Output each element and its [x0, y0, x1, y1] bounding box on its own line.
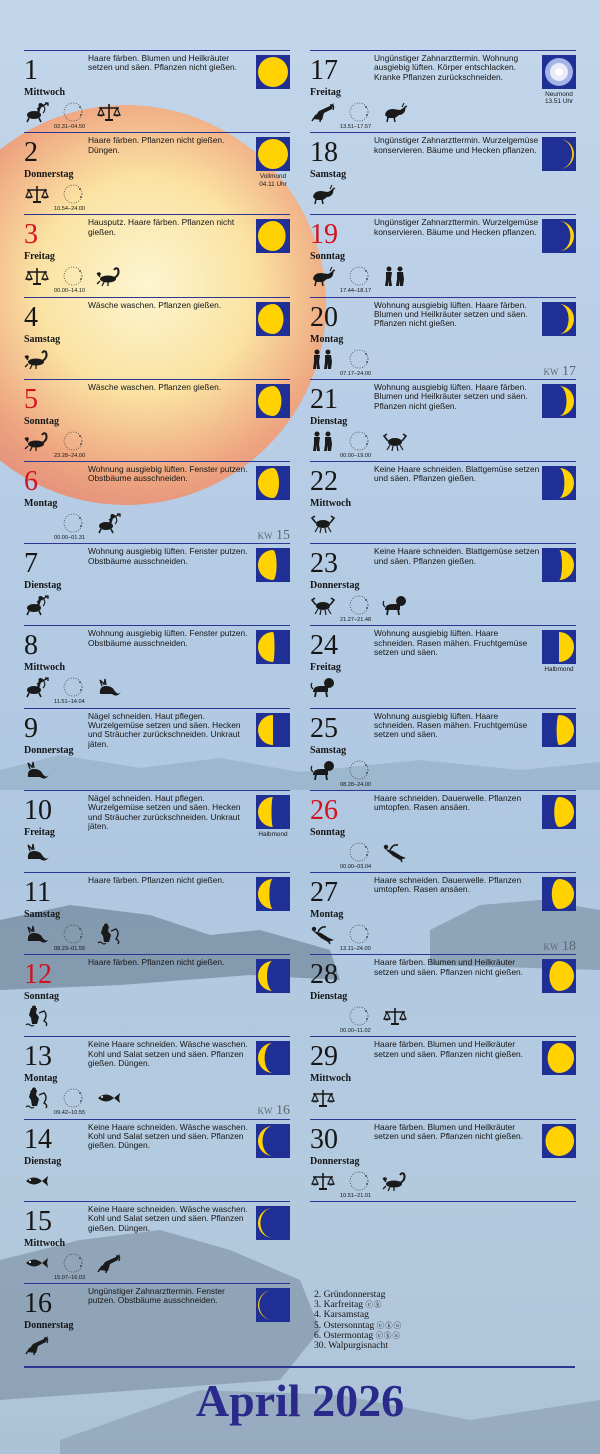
holiday-item: 3. Karfreitag ⓔⓚ	[314, 1299, 383, 1311]
moon-transit-time: 00.00–19.00	[340, 452, 372, 459]
pisces-icon	[96, 1087, 122, 1109]
day-tasks: Ungünstiger Zahnarzttermin. Wurzelgemüse konservieren. Bäume und Hecken pflanzen.	[374, 217, 539, 237]
aries-icon	[24, 1334, 50, 1356]
moon-phase-icon	[256, 1206, 290, 1240]
day-tasks: Haare färben. Pflanzen nicht gießen.	[88, 875, 225, 885]
day-cell	[310, 1036, 576, 1118]
day-tasks: Wohnung ausgiebig lüften. Haare schneiden. Rasen mähen. Fruchtgemüse setzen und säen.	[374, 628, 528, 658]
day-number: 29	[310, 1041, 338, 1073]
moon-transit-icon	[346, 923, 372, 945]
gemini-icon	[310, 430, 336, 452]
moon-transit-time: 08.23–01.55	[54, 946, 86, 952]
day-number: 3	[24, 219, 38, 251]
libra-icon	[96, 101, 122, 123]
day-number: 23	[310, 548, 338, 580]
day-cell	[24, 872, 290, 954]
weekday-name: Donnerstag	[310, 1155, 360, 1167]
day-cell	[24, 1036, 290, 1118]
day-cell	[24, 461, 290, 543]
gemini-icon	[310, 348, 336, 370]
day-number: 2	[24, 137, 38, 169]
weekday-name: Samstag	[310, 744, 347, 756]
day-tasks: Keine Haare schneiden. Blattgemüse setzen und säen. Pflanzen gießen.	[374, 546, 540, 566]
scorpio-icon	[382, 1170, 408, 1192]
moon-transit-icon	[60, 265, 86, 287]
weekday-name: Freitag	[310, 662, 341, 674]
day-cell	[24, 214, 290, 296]
weekday-name: Montag	[310, 909, 344, 920]
moon-phase-icon	[256, 1041, 290, 1075]
day-number: 19	[310, 219, 338, 251]
libra-icon	[24, 265, 50, 287]
day-tasks: Wohnung ausgiebig lüften. Haare schneiden. Rasen mähen. Fruchtgemüse setzen und säen.	[374, 710, 528, 740]
day-cell	[310, 625, 576, 707]
taurus-icon	[310, 183, 336, 205]
moon-transit-icon	[346, 430, 372, 452]
moon-phase-label: Halbmond	[544, 666, 574, 674]
day-number: 1	[24, 55, 38, 86]
day-tasks: Wäsche waschen. Pflanzen gießen.	[88, 381, 222, 392]
weekday-name: Freitag	[24, 826, 55, 838]
capricorn-icon	[24, 923, 50, 945]
leo-icon	[310, 759, 336, 781]
day-tasks: Wohnung ausgiebig lüften. Fenster putzen. Obstbäume ausschneiden.	[88, 628, 248, 648]
weekday-name: Sonntag	[310, 251, 346, 263]
cancer-icon	[382, 430, 408, 452]
weekday-name: Samstag	[24, 333, 61, 345]
moon-transit-time: 23.28–24.00	[54, 452, 86, 459]
day-number: 17	[310, 55, 338, 86]
moon-phase-icon	[542, 55, 576, 89]
day-number: 11	[24, 877, 51, 908]
moon-phase-icon	[542, 466, 576, 500]
weekday-name: Samstag	[310, 169, 347, 181]
moon-transit-icon	[60, 676, 86, 698]
moon-phase-icon	[256, 795, 290, 829]
moon-transit-icon	[60, 512, 86, 534]
capricorn-icon	[24, 841, 50, 863]
day-number: 13	[24, 1041, 52, 1073]
day-number: 5	[24, 383, 38, 415]
scorpio-icon	[24, 430, 50, 452]
moon-transit-icon	[60, 923, 86, 945]
moon-phase-label: Vollmond 04.11 Uhr	[259, 173, 287, 188]
moon-transit-time: 08.28–24.00	[340, 781, 372, 788]
moon-phase-icon	[256, 1124, 290, 1158]
day-tasks: Nägel schneiden. Haut pflegen. Wurzelgemüse setzen und säen. Hecken und Sträucher zurückschneiden. Unkraut jäten.	[88, 792, 241, 832]
sagittarius-icon	[24, 594, 50, 616]
moon-phase-label: Neumond 13.51 Uhr	[544, 91, 574, 106]
holiday-region-icons: ⓔⓚⓐ	[376, 1320, 403, 1330]
day-tasks: Ungünstiger Zahnarzttermin. Fenster putzen. Obstbäume ausschneiden.	[88, 1286, 225, 1306]
libra-icon	[310, 1170, 336, 1192]
day-cell	[24, 1201, 290, 1283]
weekday-name: Montag	[310, 333, 344, 345]
moon-transit-icon	[346, 1170, 372, 1192]
moon-transit-time: 00.00–03.04	[340, 863, 372, 870]
moon-phase-icon	[256, 630, 290, 664]
day-cell	[24, 379, 290, 461]
weekday-name: Mittwoch	[24, 87, 66, 98]
moon-phase-icon	[542, 384, 576, 418]
month-title: April 2026	[195, 1375, 405, 1426]
day-tasks: Haare färben. Blumen und Heilkräuter setzen und säen. Pflanzen nicht gießen.	[374, 1121, 523, 1141]
moon-phase-icon	[542, 1124, 576, 1158]
day-cell	[310, 872, 576, 954]
weekday-name: Dienstag	[24, 1155, 62, 1167]
holiday-item: 30. Walpurgisnacht	[314, 1340, 389, 1352]
day-cell	[24, 50, 290, 132]
holiday-region-icons: ⓔⓚ	[365, 1300, 383, 1310]
moon-transit-time: 00.00–11.02	[340, 1028, 371, 1035]
moon-transit-time: 15.07–16.03	[54, 1274, 86, 1281]
leo-icon	[310, 676, 336, 698]
virgo-icon	[382, 841, 408, 863]
moon-transit-time: 00.00–01.31	[54, 535, 86, 541]
moon-transit-time: 17.44–18.17	[340, 288, 372, 295]
day-number: 9	[24, 712, 38, 744]
day-tasks: Haare färben. Blumen und Heilkräuter setzen und säen. Pflanzen nicht gießen.	[88, 53, 237, 73]
weekday-name: Mittwoch	[24, 662, 66, 674]
day-number: 27	[310, 877, 338, 908]
moon-phase-icon	[256, 713, 290, 747]
moon-transit-icon	[346, 348, 372, 370]
day-tasks: Keine Haare schneiden. Wäsche waschen. Kohl und Salat setzen und säen. Pflanzen gießen. Düngen.	[88, 1039, 248, 1069]
moon-transit-time: 13.51–17.57	[340, 124, 372, 130]
day-tasks: Wohnung ausgiebig lüften. Haare färben. Blumen und Heilkräuter setzen und säen. Pflanzen nicht gießen.	[374, 299, 528, 329]
weekday-name: Mittwoch	[310, 1073, 352, 1085]
moon-transit-icon	[60, 101, 86, 123]
moon-phase-icon	[256, 384, 290, 418]
day-tasks: Haare färben. Pflanzen nicht gießen. Düngen.	[88, 135, 225, 155]
moon-transit-icon	[60, 183, 86, 205]
day-number: 26	[310, 794, 338, 826]
moon-phase-icon	[256, 137, 290, 171]
moon-transit-time: 13.11–24.00	[340, 946, 371, 952]
capricorn-icon	[96, 676, 122, 698]
weekday-name: Sonntag	[24, 991, 60, 1003]
day-tasks: Haare schneiden. Dauerwelle. Pflanzen umtopfen. Rasen ansäen.	[374, 875, 522, 895]
day-tasks: Wäsche waschen. Pflanzen gießen.	[88, 299, 222, 310]
moon-phase-icon	[542, 137, 576, 171]
day-number: 10	[24, 794, 52, 826]
moon-transit-icon	[60, 430, 86, 452]
day-cell	[310, 790, 576, 872]
day-number: 25	[310, 712, 338, 744]
day-cell	[24, 1283, 290, 1365]
weekday-name: Donnerstag	[24, 169, 74, 181]
day-number: 18	[310, 137, 338, 169]
day-tasks: Haare färben. Blumen und Heilkräuter setzen und säen. Pflanzen nicht gießen.	[374, 957, 523, 977]
moon-phase-icon	[256, 877, 290, 911]
moon-transit-time: 10.51–21.01	[340, 1192, 372, 1199]
weekday-name: Donnerstag	[24, 1320, 74, 1331]
weekday-name: Montag	[24, 498, 58, 509]
libra-icon	[382, 1005, 408, 1027]
day-tasks: Haare schneiden. Dauerwelle. Pflanzen umtopfen. Rasen ansäen.	[374, 792, 522, 813]
day-cell	[310, 379, 576, 461]
pisces-icon	[24, 1170, 50, 1192]
sag-icon	[24, 101, 50, 123]
day-number: 24	[310, 630, 338, 662]
sagittarius-icon	[24, 676, 50, 698]
scorpio-icon	[24, 348, 50, 370]
day-cell	[310, 214, 576, 296]
libra-icon	[310, 1087, 336, 1109]
moon-transit-icon	[60, 1087, 86, 1109]
capricorn-icon	[24, 759, 50, 781]
weekday-name: Donnerstag	[310, 580, 360, 592]
day-number: 22	[310, 466, 338, 497]
weekday-name: Dienstag	[310, 991, 348, 1003]
day-number: 20	[310, 301, 338, 333]
calendar-week-label: KW 15	[257, 528, 290, 543]
moon-transit-time: 09.42–10.55	[54, 1110, 86, 1117]
weekday-name: Mittwoch	[24, 1237, 66, 1249]
moon-transit-icon	[346, 101, 372, 123]
day-number: 28	[310, 959, 338, 991]
calendar-week-label: KW 17	[543, 363, 576, 379]
day-number: 21	[310, 383, 338, 415]
moon-transit-time: 02.31–04.50	[54, 124, 86, 130]
moon-phase-icon	[542, 630, 576, 664]
cancer-icon	[310, 512, 336, 534]
day-tasks: Keine Haare schneiden. Wäsche waschen. Kohl und Salat setzen und säen. Pflanzen gießen. Düngen.	[88, 1121, 248, 1151]
weekday-name: Samstag	[24, 909, 61, 920]
day-number: 4	[24, 301, 38, 333]
leo-icon	[382, 594, 408, 616]
aquarius-icon	[24, 1087, 50, 1109]
day-cell	[310, 297, 576, 379]
day-cell	[24, 954, 290, 1036]
moon-phase-label: Halbmond	[258, 830, 288, 838]
scorpio-icon	[96, 265, 122, 287]
day-number: 16	[24, 1288, 52, 1319]
moon-transit-icon	[346, 265, 372, 287]
day-tasks: Ungünstiger Zahnarzttermin. Wohnung ausgiebig lüften. Körper entschlacken. Kranke Pflanzen zurückschneiden.	[374, 53, 519, 82]
day-tasks: Hausputz. Haare färben. Pflanzen nicht gießen.	[88, 217, 235, 237]
holiday-item: 2. Gründonnerstag	[314, 1289, 386, 1300]
moon-phase-icon	[542, 1041, 576, 1075]
libra-icon	[24, 183, 50, 205]
taurus-icon	[382, 101, 408, 123]
day-tasks: Wohnung ausgiebig lüften. Haare färben. Blumen und Heilkräuter setzen und säen. Pflanzen nicht gießen.	[374, 381, 528, 411]
day-cell	[310, 954, 576, 1036]
virgo-icon	[310, 923, 336, 945]
moon-phase-icon	[256, 959, 290, 993]
day-tasks: Wohnung ausgiebig lüften. Fenster putzen. Obstbäume ausschneiden.	[88, 546, 248, 566]
holiday-item: 5. Ostersonntag ⓔⓚⓐ	[314, 1319, 403, 1331]
weekday-name: Sonntag	[310, 826, 346, 838]
day-cell	[24, 297, 290, 379]
holiday-item: 4. Karsamstag	[314, 1309, 369, 1321]
weekday-name: Mittwoch	[310, 498, 352, 509]
bottom-rule	[24, 1366, 575, 1368]
moon-phase-icon	[542, 959, 576, 993]
moon-phase-icon	[542, 713, 576, 747]
day-number: 12	[24, 959, 52, 991]
gemini-icon	[382, 265, 408, 287]
day-tasks: Nägel schneiden. Haut pflegen. Wurzelgemüse setzen und säen. Hecken und Sträucher zurückschneiden. Unkraut jäten.	[88, 710, 241, 749]
day-cell	[24, 708, 290, 790]
aquarius-icon	[24, 1005, 50, 1027]
moon-transit-icon	[60, 1252, 86, 1274]
moon-phase-icon	[542, 548, 576, 582]
day-tasks: Haare färben. Blumen und Heilkräuter setzen und säen. Pflanzen nicht gießen.	[374, 1039, 523, 1059]
weekday-name: Freitag	[310, 87, 341, 98]
weekday-name: Dienstag	[310, 415, 348, 427]
moon-phase-icon	[256, 219, 290, 253]
moon-transit-time: 00.00–14.10	[54, 288, 86, 295]
moon-phase-icon	[256, 55, 290, 89]
moon-phase-icon	[256, 466, 290, 500]
day-cell	[310, 708, 576, 790]
moon-transit-icon	[346, 594, 372, 616]
day-number: 15	[24, 1205, 52, 1237]
weekday-name: Montag	[24, 1073, 58, 1085]
calendar-week-label: KW 18	[543, 939, 576, 954]
holiday-rule	[310, 1201, 576, 1202]
day-tasks: Keine Haare schneiden. Wäsche waschen. Kohl und Salat setzen und säen. Pflanzen gießen. Düngen.	[88, 1203, 248, 1233]
day-cell	[310, 543, 576, 625]
moon-phase-icon	[542, 877, 576, 911]
moon-phase-icon	[542, 302, 576, 336]
pisces-icon	[24, 1252, 50, 1274]
moon-phase-icon	[256, 1288, 290, 1322]
day-cell	[310, 132, 576, 214]
sagittarius-icon	[96, 512, 122, 534]
day-cell	[24, 625, 290, 707]
taurus-icon	[310, 265, 336, 287]
day-tasks: Haare färben. Pflanzen nicht gießen.	[88, 957, 225, 968]
aries-icon	[96, 1252, 122, 1274]
moon-transit-time: 21.27–21.48	[340, 617, 372, 624]
holiday-list	[314, 1290, 494, 1351]
day-cell	[310, 50, 576, 132]
calendar-week-label: KW 16	[257, 1103, 290, 1119]
moon-phase-icon	[542, 795, 576, 829]
moon-transit-time: 11.51–14.04	[54, 699, 85, 706]
day-number: 14	[24, 1123, 52, 1155]
weekday-name: Donnerstag	[24, 744, 74, 756]
day-number: 30	[310, 1123, 338, 1155]
holiday-item: 6. Ostermontag ⓔⓚⓐ	[314, 1329, 402, 1341]
day-tasks: Wohnung ausgiebig lüften. Fenster putzen. Obstbäume ausschneiden.	[88, 464, 248, 484]
day-cell	[24, 1119, 290, 1201]
day-cell	[24, 543, 290, 625]
moon-transit-time: 07.17–24.00	[340, 370, 372, 377]
cancer-icon	[310, 594, 336, 616]
moon-transit-icon	[346, 841, 372, 863]
day-tasks: Keine Haare schneiden. Blattgemüse setzen und säen. Pflanzen gießen.	[374, 464, 540, 484]
day-number: 7	[24, 548, 38, 580]
holiday-region-icons: ⓔⓚⓐ	[375, 1330, 402, 1340]
moon-transit-icon	[346, 1005, 372, 1027]
moon-phase-icon	[256, 302, 290, 336]
moon-phase-icon	[542, 219, 576, 253]
day-cell	[24, 790, 290, 872]
moon-phase-icon	[256, 548, 290, 582]
weekday-name: Freitag	[24, 251, 55, 263]
day-cell	[310, 1119, 576, 1201]
day-number: 6	[24, 466, 38, 497]
day-cell	[24, 132, 290, 214]
day-cell	[310, 461, 576, 543]
moon-transit-icon	[346, 759, 372, 781]
weekday-name: Dienstag	[24, 580, 62, 592]
aquarius-icon	[96, 923, 122, 945]
weekday-name: Sonntag	[24, 415, 60, 427]
day-number: 8	[24, 630, 38, 662]
aries-icon	[310, 101, 336, 123]
day-tasks: Ungünstiger Zahnarzttermin. Wurzelgemüse konservieren. Bäume und Hecken pflanzen.	[374, 135, 539, 155]
moon-transit-time: 10.54–24.00	[54, 206, 86, 213]
